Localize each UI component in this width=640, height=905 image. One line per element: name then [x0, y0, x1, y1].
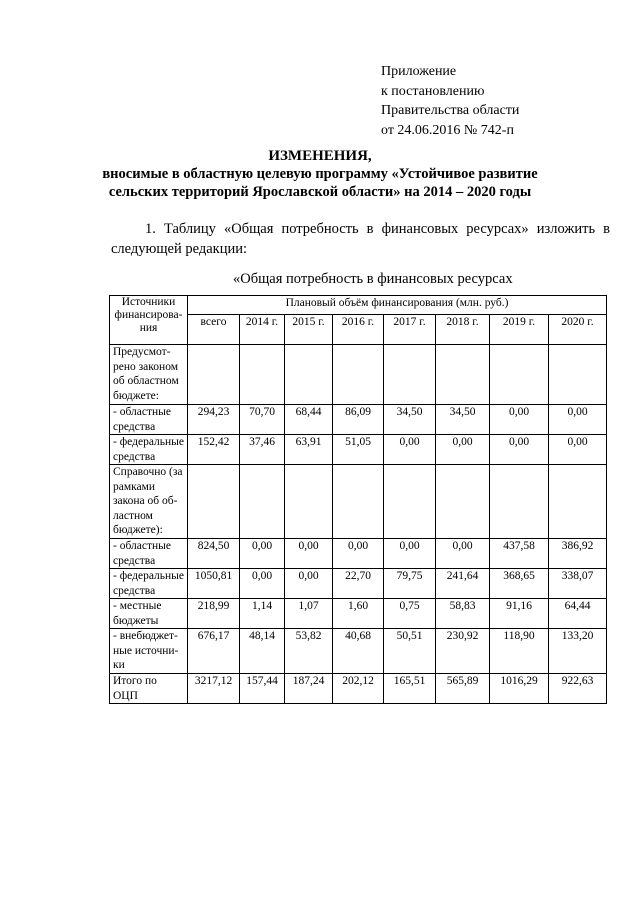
table-cell: 0,00	[285, 569, 333, 599]
table-cell: 70,70	[240, 405, 285, 435]
table-cell: 165,51	[384, 674, 436, 704]
table-cell: 86,09	[333, 405, 384, 435]
header-col-2018: 2018 г.	[436, 315, 490, 345]
table-cell: 437,58	[490, 539, 549, 569]
table-cell: 0,00	[490, 405, 549, 435]
table-cell	[240, 345, 285, 405]
header-col-2014: 2014 г.	[240, 315, 285, 345]
table-cell	[188, 465, 240, 539]
row-label: Справочно (за рамками закона об об-ластном бюджете):	[110, 465, 188, 539]
row-label: - внебюджет-ные источни-ки	[110, 629, 188, 674]
table-cell: 565,89	[436, 674, 490, 704]
table-cell: 48,14	[240, 629, 285, 674]
table-cell: 79,75	[384, 569, 436, 599]
paragraph-line-1: 1. Таблицу «Общая потребность в финансовых ресурсах» изложить в	[145, 221, 610, 237]
table-cell: 0,00	[240, 569, 285, 599]
table-cell: 1,14	[240, 599, 285, 629]
table-cell: 0,00	[436, 435, 490, 465]
table-cell: 922,63	[549, 674, 607, 704]
table-cell: 294,23	[188, 405, 240, 435]
paragraph-line-2: следующей редакции:	[111, 241, 248, 257]
table-cell: 91,16	[490, 599, 549, 629]
appendix-line-1: Приложение	[381, 64, 457, 79]
table-cell: 0,00	[436, 539, 490, 569]
row-label: - местные бюджеты	[110, 599, 188, 629]
table-row	[110, 405, 607, 435]
table-cell: 338,07	[549, 569, 607, 599]
table-caption: «Общая потребность в финансовых ресурсах	[233, 271, 513, 287]
table-cell: 0,00	[549, 405, 607, 435]
table-cell: 1,60	[333, 599, 384, 629]
title-line-3: сельских территорий Ярославской области» на 2014 – 2020 годы	[108, 184, 532, 200]
table-cell: 368,65	[490, 569, 549, 599]
table-cell: 386,92	[549, 539, 607, 569]
header-col-2019: 2019 г.	[490, 315, 549, 345]
table-cell	[188, 345, 240, 405]
table-cell: 157,44	[240, 674, 285, 704]
table-cell: 37,46	[240, 435, 285, 465]
table-cell: 0,00	[490, 435, 549, 465]
row-label: - федеральные средства	[110, 569, 188, 599]
table-row	[110, 539, 607, 569]
table-cell	[240, 465, 285, 539]
table-cell: 0,00	[285, 539, 333, 569]
table-cell: 0,00	[384, 539, 436, 569]
financing-table	[109, 295, 607, 704]
table-cell: 202,12	[333, 674, 384, 704]
table-row	[110, 599, 607, 629]
table-row	[110, 629, 607, 674]
table-cell: 53,82	[285, 629, 333, 674]
document-title	[0, 147, 640, 201]
row-label: Итого по ОЦП	[110, 674, 188, 704]
table-cell: 51,05	[333, 435, 384, 465]
header-col-total: всего	[188, 315, 240, 345]
table-cell	[490, 465, 549, 539]
header-col-2015: 2015 г.	[285, 315, 333, 345]
row-label: Предусмот-рено законом об областном бюджете:	[110, 345, 188, 405]
table-cell: 3217,12	[188, 674, 240, 704]
table-cell: 0,00	[240, 539, 285, 569]
table-cell: 0,00	[333, 539, 384, 569]
table-cell: 118,90	[490, 629, 549, 674]
table-cell	[285, 465, 333, 539]
table-cell: 68,44	[285, 405, 333, 435]
table-cell	[384, 465, 436, 539]
table-cell: 34,50	[384, 405, 436, 435]
table-cell	[384, 345, 436, 405]
table-cell: 63,91	[285, 435, 333, 465]
table-cell: 676,17	[188, 629, 240, 674]
appendix-block	[381, 62, 519, 140]
table-cell: 187,24	[285, 674, 333, 704]
table-cell	[285, 345, 333, 405]
header-plan: Плановый объём финансирования (млн. руб.)	[188, 296, 607, 315]
table-cell: 58,83	[436, 599, 490, 629]
table-cell	[333, 465, 384, 539]
table-cell	[549, 345, 607, 405]
title-line-1: ИЗМЕНЕНИЯ,	[268, 148, 372, 164]
header-col-2020: 2020 г.	[549, 315, 607, 345]
table-cell	[436, 465, 490, 539]
table-cell: 230,92	[436, 629, 490, 674]
appendix-line-4: от 24.06.2016 № 742-п	[381, 122, 514, 138]
table-cell	[490, 345, 549, 405]
row-label: - областные средства	[110, 405, 188, 435]
table-cell	[436, 345, 490, 405]
table-cell: 0,75	[384, 599, 436, 629]
table-cell: 218,99	[188, 599, 240, 629]
header-source: Источники финансирова-ния	[110, 296, 188, 345]
body-paragraph	[111, 219, 610, 259]
table-cell: 40,68	[333, 629, 384, 674]
table-cell: 22,70	[333, 569, 384, 599]
table-cell: 133,20	[549, 629, 607, 674]
table-cell: 1016,29	[490, 674, 549, 704]
table-cell: 824,50	[188, 539, 240, 569]
table-cell: 0,00	[384, 435, 436, 465]
table-row	[110, 345, 607, 405]
row-label: - федеральные средства	[110, 435, 188, 465]
table-cell: 1050,81	[188, 569, 240, 599]
appendix-line-3: Правительства области	[381, 103, 520, 118]
table-cell: 0,00	[549, 435, 607, 465]
table-cell: 34,50	[436, 405, 490, 435]
header-col-2016: 2016 г.	[333, 315, 384, 345]
table-cell: 1,07	[285, 599, 333, 629]
table-row	[110, 435, 607, 465]
table-cell: 152,42	[188, 435, 240, 465]
table-row	[110, 569, 607, 599]
table-cell	[549, 465, 607, 539]
table-row	[110, 465, 607, 539]
row-label: - областные средства	[110, 539, 188, 569]
table-cell	[333, 345, 384, 405]
table-cell: 50,51	[384, 629, 436, 674]
title-line-2: вносимые в областную целевую программу «Устойчивое развитие	[102, 166, 538, 182]
appendix-line-2: к постановлению	[381, 83, 485, 99]
table-cell: 64,44	[549, 599, 607, 629]
table-cell: 241,64	[436, 569, 490, 599]
table-row	[110, 674, 607, 704]
header-col-2017: 2017 г.	[384, 315, 436, 345]
